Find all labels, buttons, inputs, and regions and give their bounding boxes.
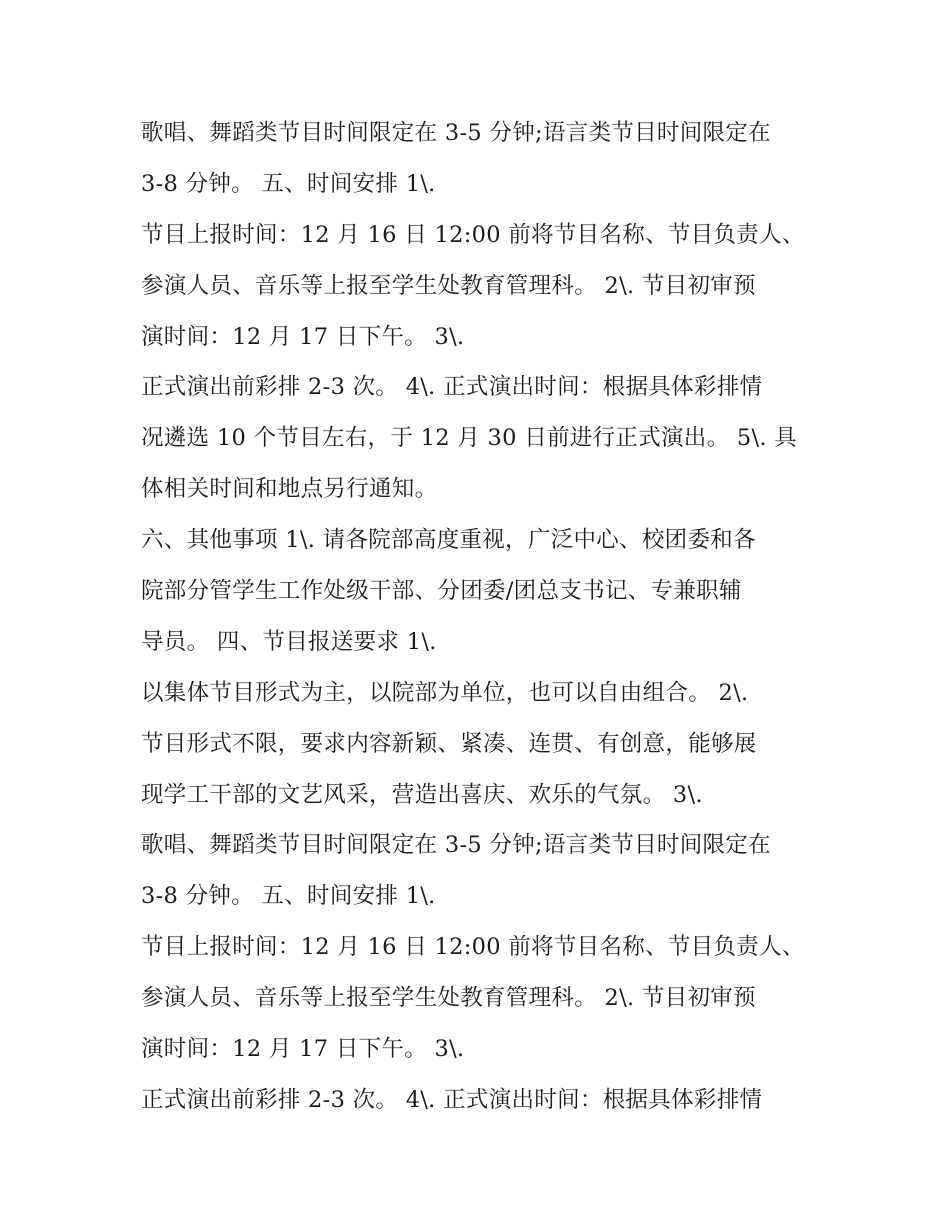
text-line: 节目上报时间：12 月 16 日 12:00 前将节目名称、节目负责人、 <box>141 221 805 248</box>
text-line: 正式演出前彩排 2-3 次。 4\. 正式演出时间：根据具体彩排情 <box>141 374 763 401</box>
text-line: 体相关时间和地点另行通知。 <box>141 476 438 503</box>
text-line: 现学工干部的文艺风采，营造出喜庆、欢乐的气氛。 3\. <box>141 781 703 808</box>
text-line: 参演人员、音乐等上报至学生处教育管理科。 2\. 节目初审预 <box>141 272 756 299</box>
text-line: 正式演出前彩排 2-3 次。 4\. 正式演出时间：根据具体彩排情 <box>141 1086 763 1113</box>
text-line: 参演人员、音乐等上报至学生处教育管理科。 2\. 节目初审预 <box>141 985 756 1012</box>
text-line: 六、其他事项 1\. 请各院部高度重视，广泛中心、校团委和各 <box>141 527 756 554</box>
text-line: 3-8 分钟。 五、时间安排 1\. <box>141 170 436 197</box>
text-line: 节目上报时间：12 月 16 日 12:00 前将节目名称、节目负责人、 <box>141 934 805 961</box>
text-line: 院部分管学生工作处级干部、分团委/团总支书记、专兼职辅 <box>141 578 742 605</box>
text-line: 3-8 分钟。 五、时间安排 1\. <box>141 883 436 910</box>
text-line: 歌唱、舞蹈类节目时间限定在 3-5 分钟;语言类节目时间限定在 <box>141 120 771 146</box>
text-line: 歌唱、舞蹈类节目时间限定在 3-5 分钟;语言类节目时间限定在 <box>141 832 771 859</box>
text-line: 节目形式不限，要求内容新颖、紧凑、连贯、有创意，能够展 <box>141 730 757 757</box>
text-line: 以集体节目形式为主，以院部为单位，也可以自由组合。 2\. <box>141 679 749 706</box>
text-line: 导员。 四、节目报送要求 1\. <box>141 628 437 655</box>
text-line: 演时间：12 月 17 日下午。 3\. <box>141 323 465 350</box>
text-line: 演时间：12 月 17 日下午。 3\. <box>141 1036 465 1063</box>
document-body <box>141 108 831 1126</box>
text-line: 况遴选 10 个节目左右，于 12 月 30 日前进行正式演出。 5\. 具 <box>141 425 798 452</box>
